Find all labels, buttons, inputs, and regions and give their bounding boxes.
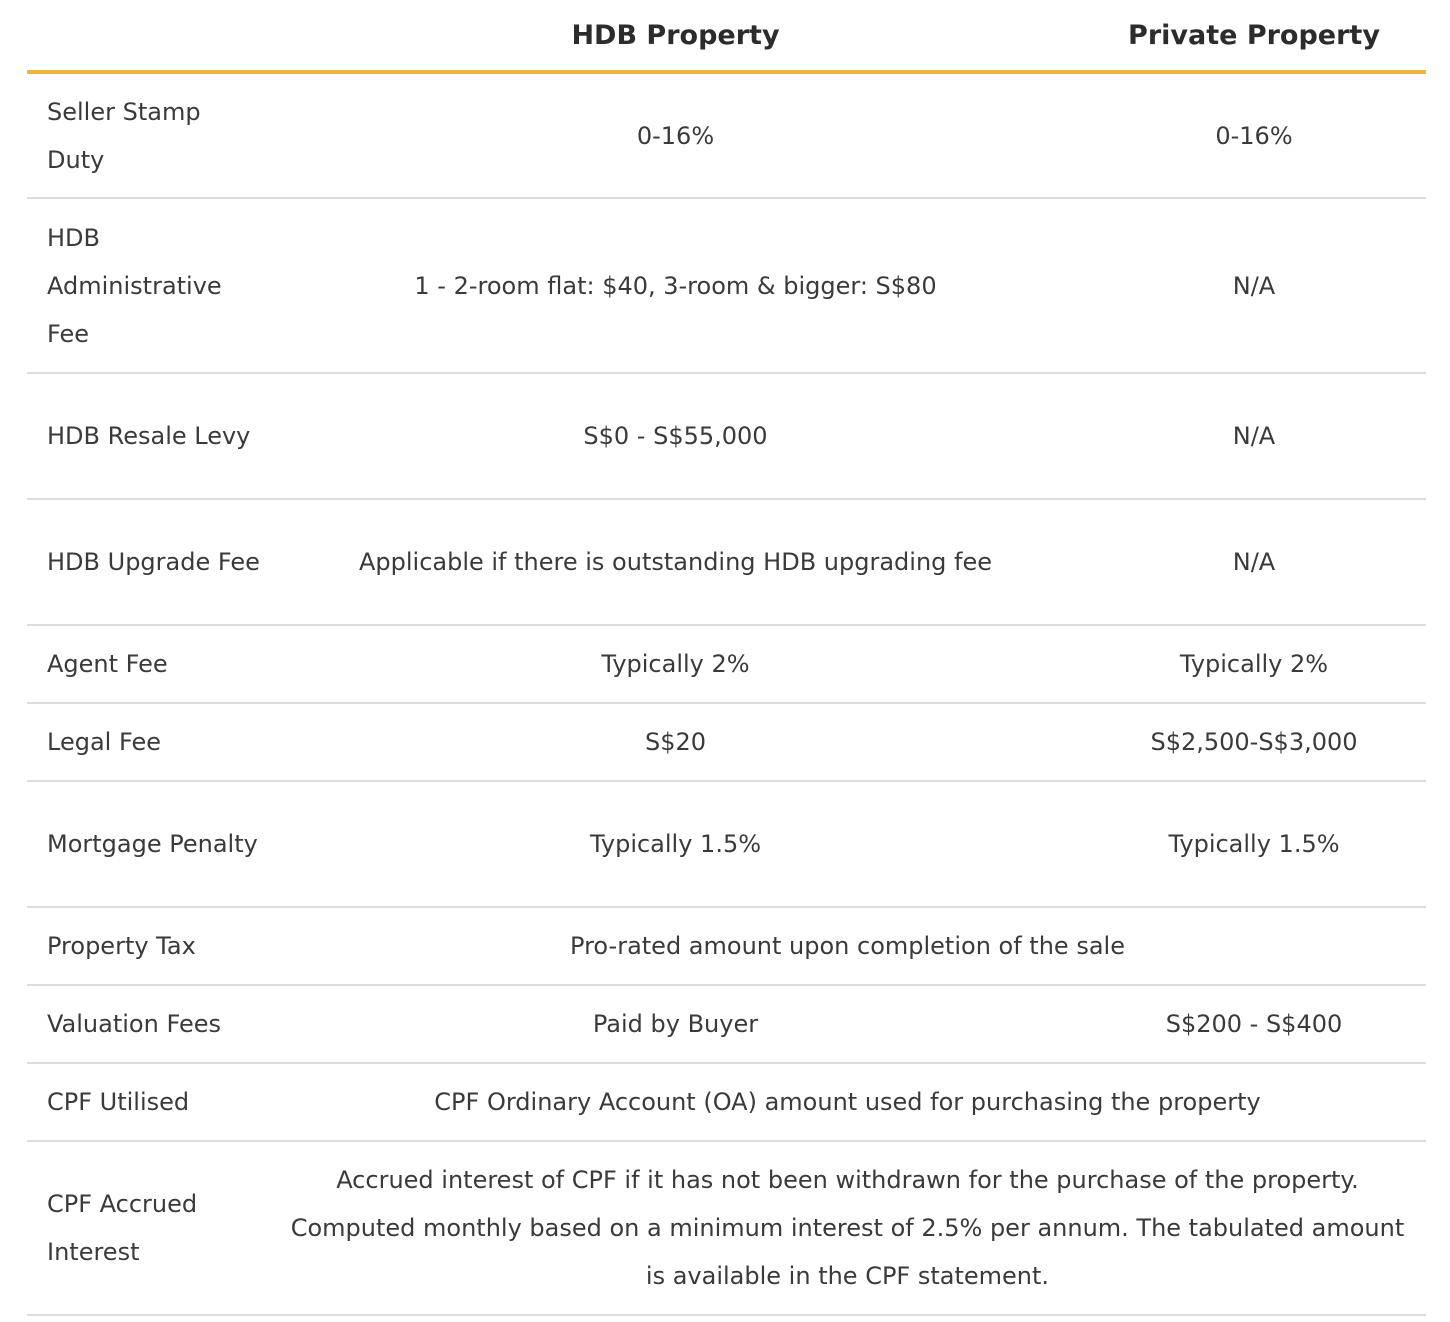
private-value: N/A: [1082, 499, 1426, 625]
hdb-value: Paid by Buyer: [269, 985, 1082, 1063]
table-row-valuation-fees: [27, 985, 1426, 1063]
table-row-hdb-upgrade-fee: [27, 499, 1426, 625]
private-value: 0-16%: [1082, 72, 1426, 198]
row-label: Agent Fee: [27, 625, 269, 703]
private-value: Typically 2%: [1082, 625, 1426, 703]
row-label: HDB Resale Levy: [27, 373, 269, 499]
table-row-property-tax: [27, 907, 1426, 985]
hdb-value: Typically 2%: [269, 625, 1082, 703]
header-cell-hdb: HDB Property: [269, 0, 1082, 72]
private-value: N/A: [1082, 373, 1426, 499]
table-row-agent-fee: [27, 625, 1426, 703]
table-row-seller-stamp-duty: [27, 72, 1426, 198]
row-label: Legal Fee: [27, 703, 269, 781]
row-label: CPF Utilised: [27, 1063, 269, 1141]
private-value: Typically 1.5%: [1082, 781, 1426, 907]
row-label: HDB Administrative Fee: [27, 198, 269, 373]
table-row-cpf-accrued-interest: [27, 1141, 1426, 1315]
shared-value: Pro-rated amount upon completion of the sale: [269, 907, 1426, 985]
table-row-legal-fee: [27, 703, 1426, 781]
private-value: N/A: [1082, 198, 1426, 373]
hdb-value: 1 - 2-room flat: $40, 3-room & bigger: S$80: [269, 198, 1082, 373]
private-value: S$200 - S$400: [1082, 985, 1426, 1063]
table-row-cpf-utilised: [27, 1063, 1426, 1141]
row-label: HDB Upgrade Fee: [27, 499, 269, 625]
seller-costs-table-wrapper: [27, 0, 1426, 1316]
row-label: Valuation Fees: [27, 985, 269, 1063]
shared-value: CPF Ordinary Account (OA) amount used for purchasing the property: [269, 1063, 1426, 1141]
table-row-mortgage-penalty: [27, 781, 1426, 907]
header-cell-private: Private Property: [1082, 0, 1426, 72]
hdb-value: Applicable if there is outstanding HDB upgrading fee: [269, 499, 1082, 625]
table-row-hdb-resale-levy: [27, 373, 1426, 499]
shared-value: Accrued interest of CPF if it has not been withdrawn for the purchase of the property. Computed monthly based on a minimum interest of 2.5% per annum. The tabulated amount is available in the CPF statement.: [269, 1141, 1426, 1315]
table-header: [27, 0, 1426, 72]
header-row: [27, 0, 1426, 72]
table-body: [27, 72, 1426, 1315]
hdb-value: 0-16%: [269, 72, 1082, 198]
hdb-value: S$0 - S$55,000: [269, 373, 1082, 499]
header-cell-label: [27, 0, 269, 72]
hdb-value: S$20: [269, 703, 1082, 781]
private-value: S$2,500-S$3,000: [1082, 703, 1426, 781]
row-label: CPF Accrued Interest: [27, 1141, 269, 1315]
seller-costs-table: [27, 0, 1426, 1316]
row-label: Property Tax: [27, 907, 269, 985]
table-row-hdb-administrative-fee: [27, 198, 1426, 373]
hdb-value: Typically 1.5%: [269, 781, 1082, 907]
row-label: Mortgage Penalty: [27, 781, 269, 907]
row-label: Seller Stamp Duty: [27, 72, 269, 198]
